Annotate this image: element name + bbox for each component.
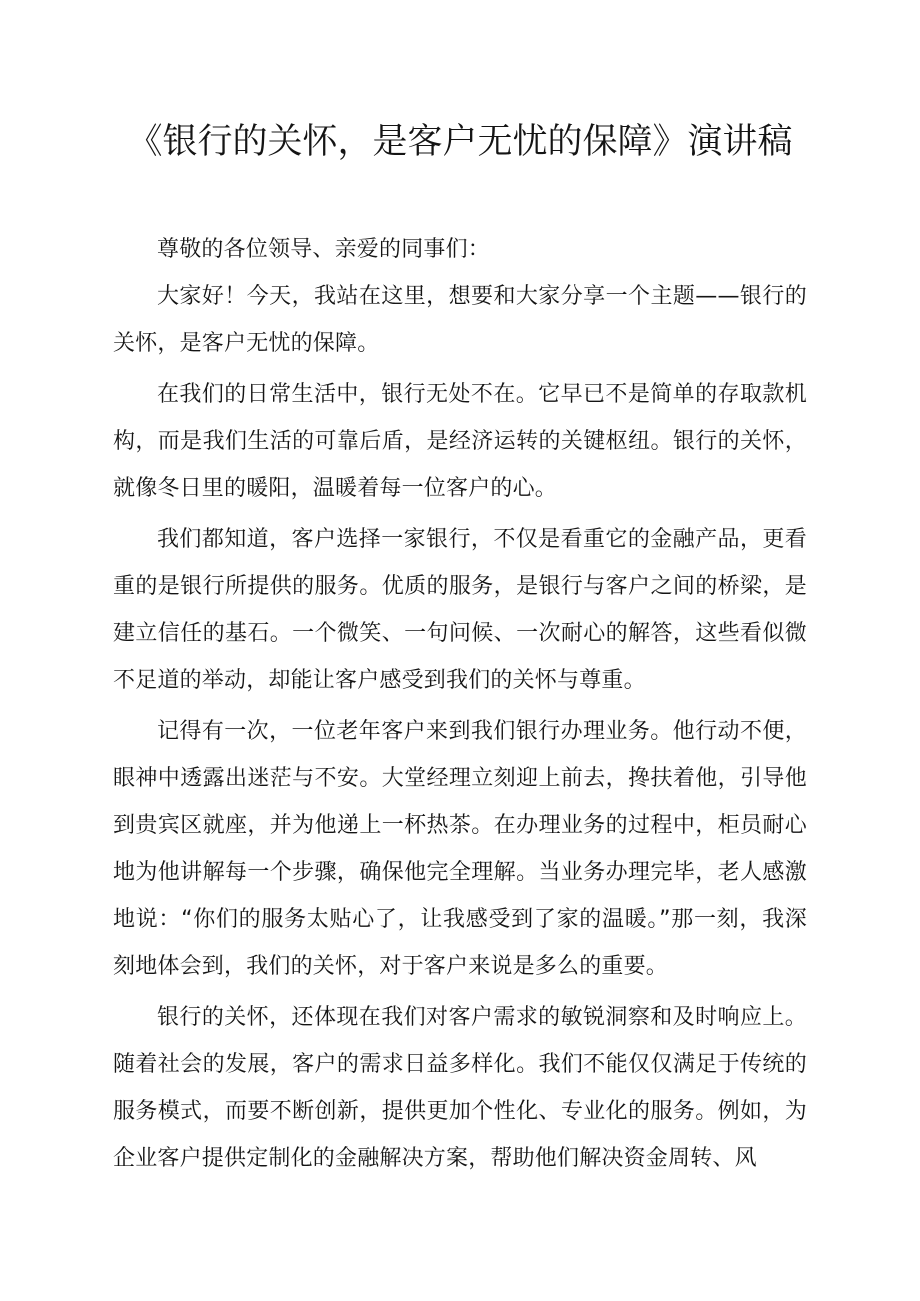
page-title: 《银行的关怀，是客户无忧的保障》演讲稿 — [127, 122, 793, 162]
salutation-paragraph: 尊敬的各位领导、亲爱的同事们： — [157, 237, 491, 262]
paragraph-service-quality: 我们都知道，客户选择一家银行，不仅是看重它的金融产品，更看重的是银行所提供的服务。优质的服务，是银行与客户之间的桥梁，是建立信任的基石。一个微笑、一句问候、一次耐心的解答，这些看似微不足道的举动，却能让客户感受到我们的关怀与尊重。 — [113, 527, 807, 693]
paragraph-elderly-customer-story: 记得有一次，一位老年客户来到我们银行办理业务。他行动不便，眼神中透露出迷茫与不安。大堂经理立刻迎上前去，搀扶着他，引导他到贵宾区就座，并为他递上一杯热茶。在办理业务的过程中，柜员耐心地为他讲解每一个步骤，确保他完全理解。当业务办理完毕，老人感激地说：“你们的服务太贴心了，让我感受到了家的温暖。”那一刻，我深刻地体会到，我们的关怀，对于客户来说是多么的重要。 — [113, 719, 807, 979]
speech-body — [113, 226, 807, 1186]
paragraph-greeting: 大家好！今天，我站在这里，想要和大家分享一个主题——银行的关怀，是客户无忧的保障。 — [113, 284, 807, 356]
paragraph-customer-needs: 银行的关怀，还体现在我们对客户需求的敏锐洞察和及时响应上。随着社会的发展，客户的需求日益多样化。我们不能仅仅满足于传统的服务模式，而要不断创新，提供更加个性化、专业化的服务。例如，为企业客户提供定制化的金融解决方案，帮助他们解决资金周转、风 — [113, 1005, 807, 1171]
paragraph-bank-everywhere: 在我们的日常生活中，银行无处不在。它早已不是简单的存取款机构，而是我们生活的可靠后盾，是经济运转的关键枢纽。银行的关怀，就像冬日里的暖阳，温暖着每一位客户的心。 — [113, 382, 807, 501]
